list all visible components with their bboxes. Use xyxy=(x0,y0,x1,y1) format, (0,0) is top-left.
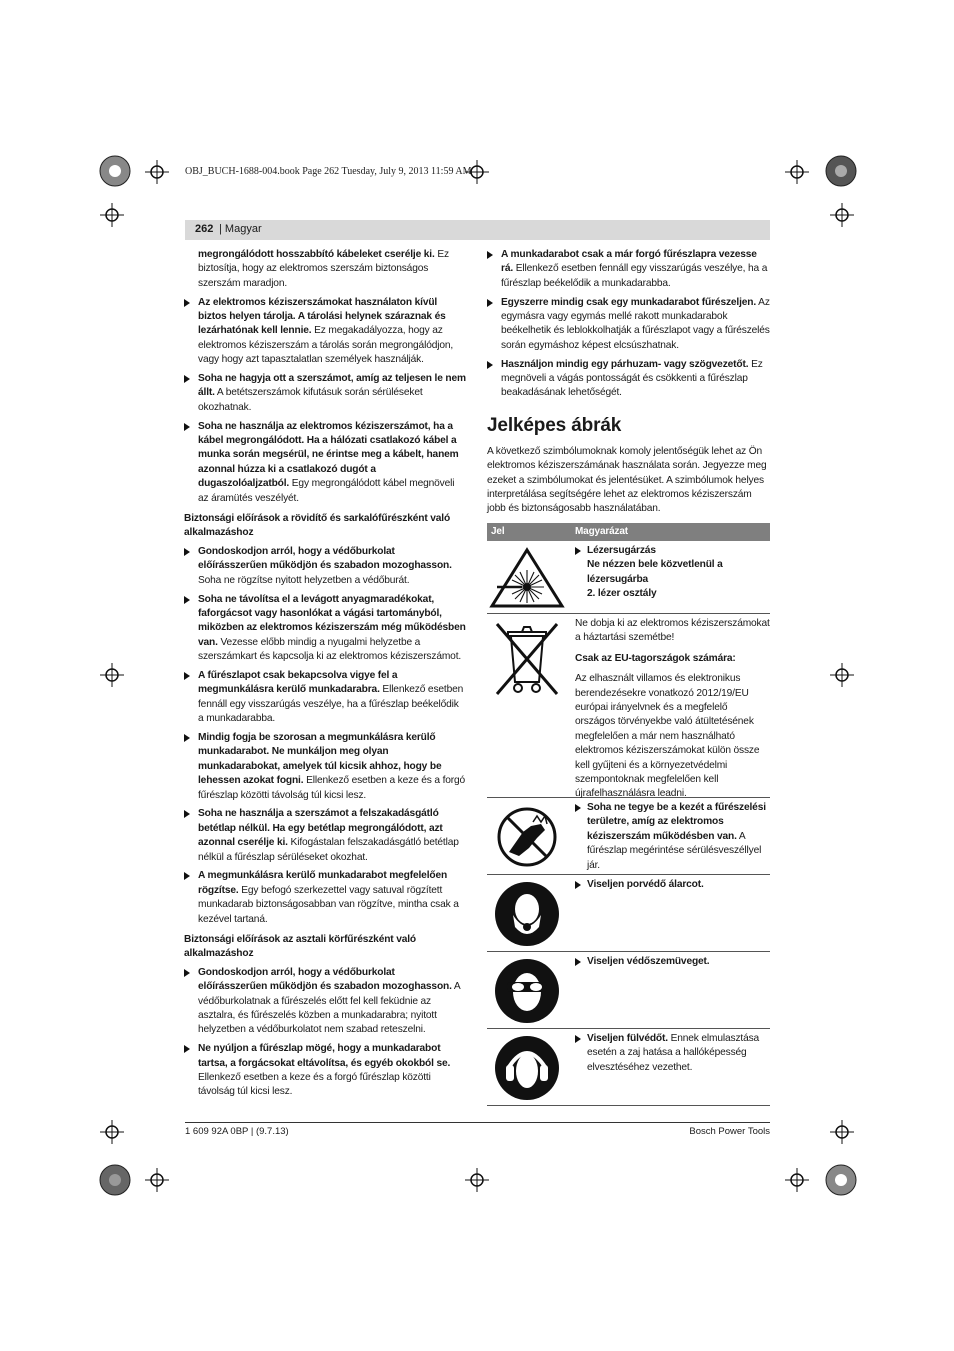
laser-warning-icon xyxy=(489,547,565,614)
bullet-item: Viseljen fülvédőt. Ennek elmulasztása esetén a zaj hatása a hallóképesség elvesztéséhez vezethet. xyxy=(575,1032,770,1075)
registration-wheel-icon xyxy=(98,1163,132,1197)
bullet-item: Az elektromos kéziszerszámokat használaton kívül biztos helyen tárolja. A tárolási helynek száraznak és lezárhatónak kell lennie. Ez megakadályozza, hogy az elektromos kéziszerszám a tárolás során megrongálódjon, vagy hogy azt tapasztalatlan személyek használják. xyxy=(184,296,466,368)
crossed-bin-icon xyxy=(489,620,565,703)
bullet-arrow-icon xyxy=(575,881,581,889)
bullet-item: Használjon mindig egy párhuzam- vagy szögvezetőt. Ez megnöveli a vágás pontosságát és csökkenti a fűrészlap beakadásának lehetőségét. xyxy=(487,358,770,401)
bullet-arrow-icon xyxy=(487,299,493,307)
print-header: OBJ_BUCH-1688-004.book Page 262 Tuesday, July 9, 2013 11:59 AM xyxy=(185,166,472,177)
bullet-item: A munkadarabot csak a már forgó fűrészlapra vezesse rá. Ellenkező esetben fennáll egy visszarúgás veszélye, ha a fűrészlap beékelődik a munkadarabba. xyxy=(487,248,770,291)
table-header-symbol: Jel xyxy=(491,525,505,537)
bullet-item: Soha ne tegye be a kezét a fűrészelési területre, amíg az elektromos kéziszerszám működésben van. A fűrészlap megérintése sérülésveszéllyel jár. xyxy=(575,801,770,873)
crosshair-icon xyxy=(830,1120,854,1144)
bullet-arrow-icon xyxy=(575,958,581,966)
table-row xyxy=(487,1029,770,1106)
crosshair-icon xyxy=(785,1168,809,1192)
table-row xyxy=(487,952,770,1029)
registration-wheel-icon xyxy=(824,1163,858,1197)
crosshair-icon xyxy=(465,160,489,184)
bullet-item: Soha ne távolítsa el a levágott anyagmaradékokat, faforgácsot vagy hasonlókat a vágási tartományból, miközben az elektromos kéziszerszám még működésben van. Vezesse előbb mindig a nyugalmi helyzetbe a szerszámkart és kapcsolja ki az elektromos kéziszerszámot. xyxy=(184,593,466,665)
bullet-item: Gondoskodjon arról, hogy a védőburkolat előírásszerűen működjön és szabadon mozoghasson. Soha ne rögzítse nyitott helyzetben a védőburát. xyxy=(184,545,466,588)
text-block: Az elhasznált villamos és elektronikus berendezésekre vonatkozó 2012/19/EU európai irányelvnek és a megfelelő országos törvényekbe való átültetésének megfelelően a már nem használható elektromos kéziszerszámokat külön össze kell gyűjteni és a környezetvédelmi szempontoknak megfelelően kell újrafelhasználásra leadni. xyxy=(575,673,760,800)
crosshair-icon xyxy=(785,160,809,184)
bullet-arrow-icon xyxy=(487,251,493,259)
bullet-item: Ne nyúljon a fűrészlap mögé, hogy a munkadarabot tartsa, a forgácsokat eltávolítsa, és egyéb okokból se. Ellenkező esetben a keze és a forgó fűrészlap közötti távolság túl kicsi lesz. xyxy=(184,1042,466,1100)
bullet-arrow-icon xyxy=(184,548,190,556)
bullet-item: A megmunkálásra kerülő munkadarabot megfelelően rögzítse. Egy befogó szerkezettel vagy satuval rögzített munkadarab biztonságosabban van rögzítve, mintha csak a kezével tartaná. xyxy=(184,869,466,927)
table-row xyxy=(487,875,770,952)
registration-wheel-icon xyxy=(98,154,132,188)
bullet-arrow-icon xyxy=(184,596,190,604)
table-row xyxy=(487,798,770,875)
bullet-arrow-icon xyxy=(575,547,581,555)
registration-wheel-icon xyxy=(824,154,858,188)
table-header xyxy=(487,523,770,541)
text-block: megrongálódott hosszabbító kábeleket cserélje ki. Ez biztosítja, hogy az elektromos szerszám biztonságos szerszám maradjon. xyxy=(198,249,449,289)
bullet-arrow-icon xyxy=(487,361,493,369)
crosshair-icon xyxy=(100,663,124,687)
bullet-arrow-icon xyxy=(184,299,190,307)
right-column xyxy=(487,248,770,1106)
bullet-arrow-icon xyxy=(575,1035,581,1043)
table-row xyxy=(487,614,770,798)
bullet-arrow-icon xyxy=(184,969,190,977)
bullet-item: Soha ne használja az elektromos kéziszerszámot, ha a kábel megrongálódott. Ha a hálózati csatlakozó kábel a munka során megsérül, ne érintse meg a kábelt, hanem azonnal húzza ki a csatlakozó dugót a dugaszolóaljzatból. Egy megrongálódott kábel megnöveli az áramütés veszélyét. xyxy=(184,420,466,506)
bullet-arrow-icon xyxy=(575,804,581,812)
bullet-item: Mindig fogja be szorosan a megmunkálásra kerülő munkadarabot. Ne munkáljon meg olyan munkadarabokat, amelyek túl kicsik ahhoz, hogy be lehessen azokat fogni. Ellenkező esetben a keze és a forgó fűrészlap közötti távolság túl kicsi lesz. xyxy=(184,731,466,803)
bullet-item: Soha ne használja a szerszámot a felszakadásgátló betétlap nélkül. Ha egy betétlap megrongálódott, azt azonnal cserélje ki. Kifogástalan felszakadásgátló betétlap nélkül a fűrészlap sérüléseket okozhat. xyxy=(184,807,466,865)
bullet-arrow-icon xyxy=(184,672,190,680)
crosshair-icon xyxy=(465,1168,489,1192)
text-block: Ne dobja ki az elektromos kéziszerszámokat a háztartási szemétbe! xyxy=(575,617,770,644)
crosshair-icon xyxy=(830,203,854,227)
symbol-table xyxy=(487,523,770,1106)
bullet-item: Viseljen porvédő álarcot. xyxy=(575,878,770,892)
page-number: 262 xyxy=(195,223,214,235)
safety-goggles-icon xyxy=(489,958,565,1029)
subheading: Biztonsági előírások a rövidítő és sarkalófűrészként való alkalmazáshoz xyxy=(184,513,451,539)
bullet-arrow-icon xyxy=(184,423,190,431)
bullet-item: Viseljen védőszemüveget. xyxy=(575,955,770,969)
bullet-arrow-icon xyxy=(184,734,190,742)
subheading: Biztonsági előírások az asztali körfűrészként való alkalmazáshoz xyxy=(184,934,416,960)
footer-brand: Bosch Power Tools xyxy=(689,1126,770,1137)
bullet-item: Gondoskodjon arról, hogy a védőburkolat előírásszerűen működjön és szabadon mozoghasson. A védőburkolatnak a fűrészelés előtt fel kell feküdnie az asztalra, és fűrészelés közben a munkadarabra; nyitott helyzetben a védőburkolatot nem szabad reteszelni. xyxy=(184,966,466,1038)
bullet-item: A fűrészlapot csak bekapcsolva vigye fel a megmunkálásra kerülő munkadarabra. Ellenkező esetben fennáll egy visszarúgás veszélye, ha a fűrészlap beékelődik a munkadarabba. xyxy=(184,669,466,727)
no-hand-icon xyxy=(489,804,565,875)
bullet-item: Egyszerre mindig csak egy munkadarabot fűrészeljen. Az egymásra vagy egymás mellé rakott munkadarabok beékelhetik és leblokkolhatják a fűrészlapot vagy a fűrészelés során egymáshoz képest elcsúszhatnak. xyxy=(487,296,770,354)
bullet-arrow-icon xyxy=(184,1045,190,1053)
crosshair-icon xyxy=(145,160,169,184)
bullet-item: Soha ne hagyja ott a szerszámot, amíg az teljesen le nem állt. A betétszerszámok kifutásuk során sérüléseket okozhatnak. xyxy=(184,372,466,415)
table-header-meaning: Magyarázat xyxy=(575,525,628,537)
bullet-arrow-icon xyxy=(184,375,190,383)
crosshair-icon xyxy=(100,203,124,227)
crosshair-icon xyxy=(145,1168,169,1192)
dust-mask-icon xyxy=(489,881,565,952)
section-title: Jelképes ábrák xyxy=(487,414,622,436)
footer-rule xyxy=(185,1122,770,1123)
crosshair-icon xyxy=(100,1120,124,1144)
bullet-item: Lézersugárzás Ne nézzen bele közvetlenül a lézersugárba 2. lézer osztály xyxy=(575,544,770,602)
text-block: Csak az EU-tagországok számára: xyxy=(575,652,736,664)
table-row xyxy=(487,541,770,614)
footer-doc-number: 1 609 92A 0BP | (9.7.13) xyxy=(185,1126,289,1137)
bullet-arrow-icon xyxy=(184,872,190,880)
page-header-bar xyxy=(185,220,770,240)
ear-protection-icon xyxy=(489,1035,565,1106)
left-column xyxy=(184,248,466,1104)
page-language: | Magyar xyxy=(219,223,262,235)
intro-paragraph: A következő szimbólumoknak komoly jelentőségük lehet az Ön elektromos kéziszerszámának használata során. Jegyezze meg ezeket a szimbólumokat és jelentésüket. A szimbólumok helyes interpretálása segítségére lehet az elektromos kéziszerszám jobb és biztonságosabb használatában. xyxy=(487,445,767,515)
crosshair-icon xyxy=(830,663,854,687)
bullet-arrow-icon xyxy=(184,810,190,818)
